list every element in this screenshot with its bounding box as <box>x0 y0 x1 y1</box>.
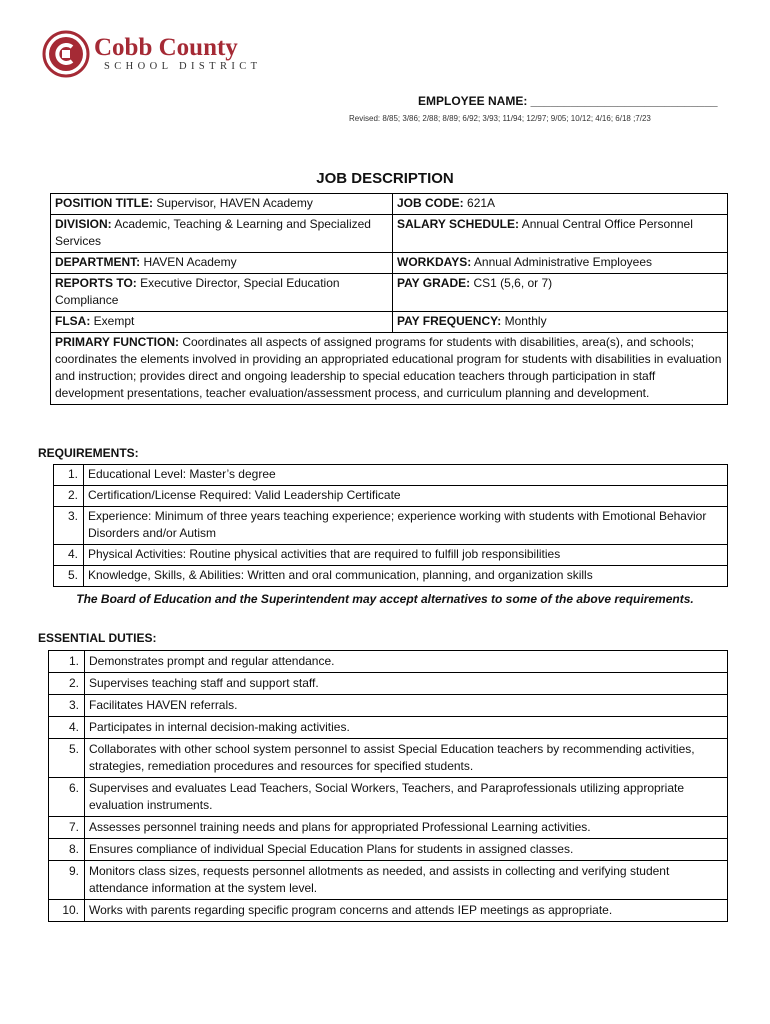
flsa-cell <box>51 312 393 333</box>
item-number: 3. <box>49 695 85 717</box>
table-row <box>49 900 728 922</box>
field-label: DIVISION: <box>55 217 112 231</box>
field-label: PRIMARY FUNCTION: <box>55 335 179 349</box>
table-row <box>51 312 728 333</box>
item-text: Ensures compliance of individual Special Education Plans for students in assigned classes. <box>85 839 728 861</box>
table-row <box>51 253 728 274</box>
item-number: 5. <box>49 739 85 778</box>
field-value: Executive Director, Special Education Compliance <box>55 276 340 307</box>
table-row <box>51 194 728 215</box>
item-number: 2. <box>54 486 84 507</box>
field-value: CS1 (5,6, or 7) <box>470 276 553 290</box>
field-value: Monthly <box>501 314 547 328</box>
table-row <box>54 507 728 545</box>
field-label: WORKDAYS: <box>397 255 472 269</box>
item-text: Demonstrates prompt and regular attendance. <box>85 651 728 673</box>
item-text: Supervises and evaluates Lead Teachers, Social Workers, Teachers, and Paraprofessionals utilizing appropriate evaluation instruments. <box>85 778 728 817</box>
field-label: DEPARTMENT: <box>55 255 141 269</box>
district-seal-icon <box>42 30 90 78</box>
table-row <box>51 274 728 312</box>
field-label: POSITION TITLE: <box>55 196 153 210</box>
essential-duties-heading: ESSENTIAL DUTIES: <box>38 631 157 645</box>
table-row <box>51 333 728 405</box>
requirements-table <box>53 464 728 587</box>
division-cell <box>51 215 393 253</box>
logo-subtitle: SCHOOL DISTRICT <box>104 61 262 72</box>
table-row <box>54 566 728 587</box>
reports-to-cell <box>51 274 393 312</box>
field-value: Annual Central Office Personnel <box>519 217 693 231</box>
logo-title: Cobb County <box>94 34 238 61</box>
table-row <box>51 215 728 253</box>
job-info-table <box>50 193 728 405</box>
salary-schedule-cell <box>393 215 728 253</box>
field-label: PAY FREQUENCY: <box>397 314 502 328</box>
item-number: 1. <box>49 651 85 673</box>
table-row <box>49 739 728 778</box>
page-title: JOB DESCRIPTION <box>316 170 454 187</box>
item-number: 4. <box>49 717 85 739</box>
field-label: JOB CODE: <box>397 196 464 210</box>
table-row <box>49 817 728 839</box>
field-value: Exempt <box>90 314 135 328</box>
table-row <box>49 673 728 695</box>
item-number: 8. <box>49 839 85 861</box>
pay-frequency-cell <box>393 312 728 333</box>
table-row <box>49 695 728 717</box>
field-value: HAVEN Academy <box>140 255 237 269</box>
field-label: FLSA: <box>55 314 91 328</box>
item-number: 10. <box>49 900 85 922</box>
item-text: Participates in internal decision-making activities. <box>85 717 728 739</box>
item-number: 3. <box>54 507 84 545</box>
item-number: 6. <box>49 778 85 817</box>
item-number: 4. <box>54 545 84 566</box>
revision-dates: Revised: 8/85; 3/86; 2/88; 8/89; 6/92; 3/93; 11/94; 12/97; 9/05; 10/12; 4/16; 6/18 ;7/23 <box>349 114 651 123</box>
field-label: SALARY SCHEDULE: <box>397 217 520 231</box>
field-value: Annual Administrative Employees <box>471 255 652 269</box>
district-logo <box>42 30 262 78</box>
item-text: Works with parents regarding specific program concerns and attends IEP meetings as appropriate. <box>85 900 728 922</box>
item-text: Assesses personnel training needs and plans for appropriated Professional Learning activities. <box>85 817 728 839</box>
field-value: Academic, Teaching & Learning and Specialized Services <box>55 217 371 248</box>
position-title-cell <box>51 194 393 215</box>
item-text: Knowledge, Skills, & Abilities: Written and oral communication, planning, and organization skills <box>84 566 728 587</box>
table-row <box>54 465 728 486</box>
item-number: 9. <box>49 861 85 900</box>
primary-function-cell <box>51 333 728 405</box>
item-number: 1. <box>54 465 84 486</box>
job-code-cell <box>393 194 728 215</box>
item-text: Collaborates with other school system personnel to assist Special Education teachers by recommending activities, strategies, remediation procedures and resources for specified students. <box>85 739 728 778</box>
item-text: Supervises teaching staff and support staff. <box>85 673 728 695</box>
field-label: PAY GRADE: <box>397 276 471 290</box>
department-cell <box>51 253 393 274</box>
field-value: Coordinates all aspects of assigned programs for students with disabilities, area(s), and schools; coordinates the elements involved in providing an appropriated educational program for students with disabilities in evaluation and instruction; provides direct and ongoing leadership to special education teachers through participation in staff development presentations, teacher evaluation/assessment process, and curriculum planning and development. <box>55 335 722 400</box>
table-row <box>49 861 728 900</box>
pay-grade-cell <box>393 274 728 312</box>
table-row <box>49 839 728 861</box>
field-label: REPORTS TO: <box>55 276 137 290</box>
item-number: 2. <box>49 673 85 695</box>
table-row <box>54 486 728 507</box>
item-text: Monitors class sizes, requests personnel allotments as needed, and assists in collecting and verifying student attendance information at the system level. <box>85 861 728 900</box>
requirements-heading: REQUIREMENTS: <box>38 446 139 460</box>
item-text: Educational Level: Master’s degree <box>84 465 728 486</box>
table-row <box>54 545 728 566</box>
field-value: Supervisor, HAVEN Academy <box>153 196 313 210</box>
item-text: Physical Activities: Routine physical activities that are required to fulfill job responsibilities <box>84 545 728 566</box>
requirements-note: The Board of Education and the Superintendent may accept alternatives to some of the above requirements. <box>76 592 694 606</box>
table-row <box>49 651 728 673</box>
essential-duties-table <box>48 650 728 922</box>
employee-name-field: EMPLOYEE NAME: ____________________________ <box>418 94 718 108</box>
field-value: 621A <box>463 196 496 210</box>
table-row <box>49 778 728 817</box>
item-number: 7. <box>49 817 85 839</box>
table-row <box>49 717 728 739</box>
item-text: Certification/License Required: Valid Leadership Certificate <box>84 486 728 507</box>
item-text: Facilitates HAVEN referrals. <box>85 695 728 717</box>
workdays-cell <box>393 253 728 274</box>
item-number: 5. <box>54 566 84 587</box>
item-text: Experience: Minimum of three years teaching experience; experience working with students with Emotional Behavior Disorders and/or Autism <box>84 507 728 545</box>
